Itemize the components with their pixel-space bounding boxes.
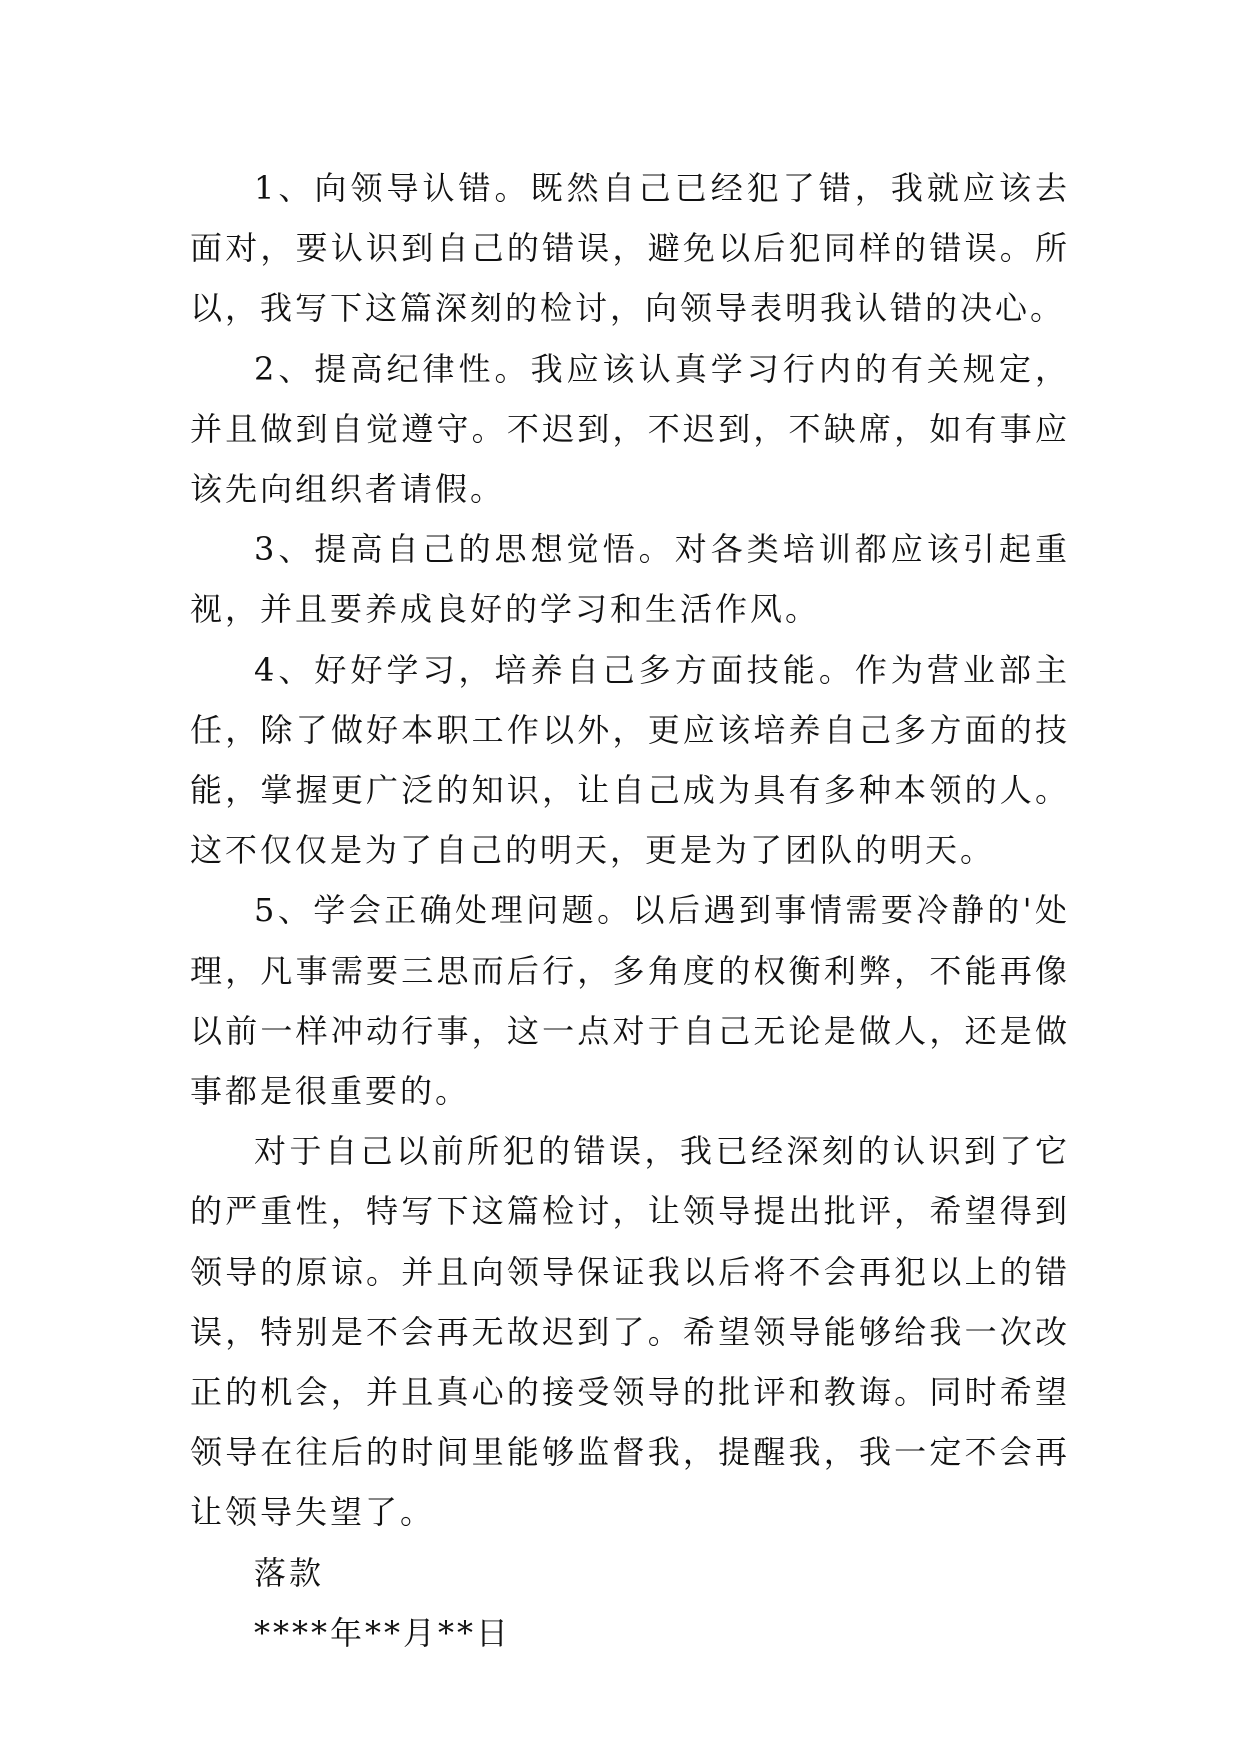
date-line: ****年**月**日 [254, 1613, 512, 1652]
paragraph-1: 1、向领导认错。既然自己已经犯了错，我就应该去面对，要认识到自己的错误，避免以后犯同样的错误。所以，我写下这篇深刻的检讨，向领导表明我认错的决心。 [190, 169, 1070, 328]
paragraph-2: 2、提高纪律性。我应该认真学习行内的有关规定，并且做到自觉遵守。不迟到，不迟到，不缺席，如有事应该先向组织者请假。 [190, 349, 1070, 509]
document-body [190, 158, 1070, 1663]
paragraph-conclusion: 对于自己以前所犯的错误，我已经深刻的认识到了它的严重性，特写下这篇检讨，让领导提出批评，希望得到领导的原谅。并且向领导保证我以后将不会再犯以上的错误，特别是不会再无故迟到了。希望领导能够给我一次改正的机会，并且真心的接受领导的批评和教诲。同时希望领导在往后的时间里能够监督我，提醒我，我一定不会再让领导失望了。 [190, 1132, 1070, 1532]
signature-line: 落款 [254, 1553, 325, 1592]
paragraph-5: 5、学会正确处理问题。以后遇到事情需要冷静的'处理，凡事需要三思而后行，多角度的权衡利弊，不能再像以前一样冲动行事，这一点对于自己无论是做人，还是做事都是很重要的。 [190, 891, 1070, 1111]
paragraph-4: 4、好好学习，培养自己多方面技能。作为营业部主任，除了做好本职工作以外，更应该培养自己多方面的技能，掌握更广泛的知识，让自己成为具有多种本领的人。这不仅仅是为了自己的明天，更是为了团队的明天。 [190, 650, 1070, 870]
paragraph-3: 3、提高自己的思想觉悟。对各类培训都应该引起重视，并且要养成良好的学习和生活作风。 [190, 530, 1070, 629]
